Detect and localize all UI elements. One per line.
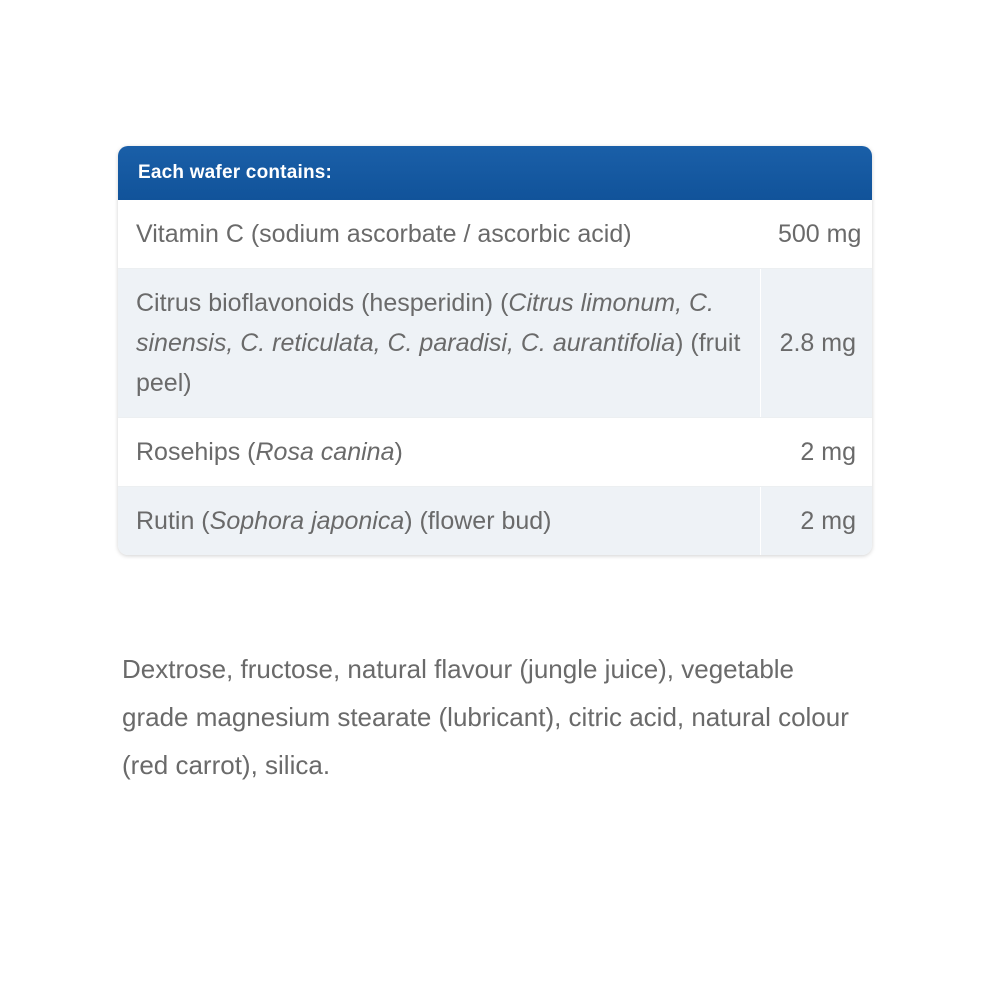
ingredient-amount-cell: 2 mg [760, 418, 872, 487]
ingredient-name-cell [118, 487, 760, 556]
panel-header: Each wafer contains: [118, 146, 872, 200]
ingredient-name-text: Rosehips (Rosa canina) [136, 438, 403, 466]
ingredient-amount-cell: 2 mg [760, 487, 872, 556]
ingredient-name-text: Citrus bioflavonoids (hesperidin) (Citrus limonum, C. sinensis, C. reticulata, C. paradisi, C. aurantifolia) (fruit peel) [136, 289, 741, 397]
other-ingredients-text: Dextrose, fructose, natural flavour (jungle juice), vegetable grade magnesium stearate (lubricant), citric acid, natural colour (red carrot), silica. [122, 654, 849, 781]
ingredients-panel [118, 146, 872, 555]
ingredient-name-cell [118, 269, 760, 418]
table-row [118, 200, 872, 269]
ingredient-amount-cell: 2.8 mg [760, 269, 872, 418]
ingredients-table [118, 200, 872, 555]
ingredient-amount-cell: 500 mg [760, 200, 872, 269]
table-row [118, 487, 872, 556]
ingredient-name-cell [118, 200, 760, 269]
ingredient-name-cell [118, 418, 760, 487]
ingredient-name-text: Vitamin C (sodium ascorbate / ascorbic acid) [136, 220, 632, 248]
ingredient-name-text: Rutin (Sophora japonica) (flower bud) [136, 507, 552, 535]
table-row [118, 418, 872, 487]
table-row [118, 269, 872, 418]
ingredients-table-body [118, 200, 872, 555]
